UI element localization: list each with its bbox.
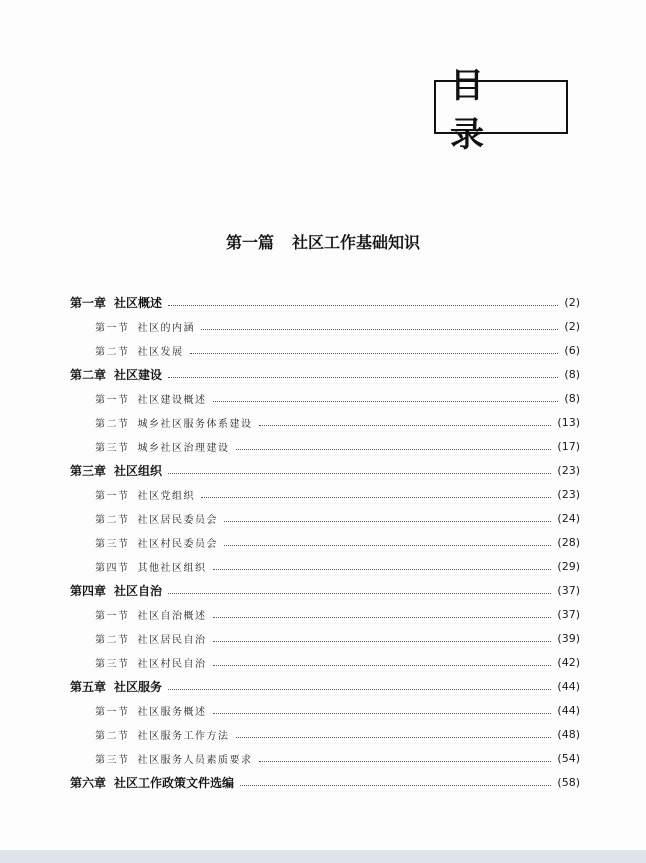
toc-section-row[interactable]: [70, 650, 580, 674]
toc-page-number: (17): [557, 439, 580, 453]
toc-section-row[interactable]: [70, 482, 580, 506]
toc-chapter-row[interactable]: [70, 578, 580, 602]
toc-section-row[interactable]: [70, 722, 580, 746]
toc-dot-leader: [240, 785, 551, 786]
toc-entry-number: 第三节: [95, 658, 130, 670]
toc-chapter-row[interactable]: [70, 362, 580, 386]
contents-title-box: [434, 66, 568, 155]
toc-entry-number: 第三节: [95, 754, 130, 766]
toc-entry-number: 第二节: [95, 346, 130, 358]
toc-entry-title: 社区服务概述: [137, 706, 207, 718]
toc-section-row[interactable]: [70, 410, 580, 434]
toc-entry-number: 第二章: [70, 367, 107, 382]
toc-dot-leader: [213, 401, 559, 402]
toc-entry-number: 第四章: [70, 583, 107, 598]
toc-entry-number: 第四节: [95, 562, 130, 574]
toc-page-number: (37): [557, 583, 580, 597]
toc-page-number: (58): [557, 775, 580, 789]
toc-entry-number: 第一节: [95, 490, 130, 502]
toc-section-row[interactable]: [70, 746, 580, 770]
toc-entry-title: 城乡社区服务体系建设: [137, 418, 253, 430]
toc-dot-leader: [213, 641, 552, 642]
toc-entry-number: 第六章: [70, 775, 107, 790]
toc-section-row[interactable]: [70, 602, 580, 626]
toc-entry-title: 社区服务: [114, 679, 163, 694]
toc-entry-number: 第一节: [95, 394, 130, 406]
toc-chapter-row[interactable]: [70, 458, 580, 482]
toc-entry-number: 第二节: [95, 418, 130, 430]
toc-dot-leader: [168, 305, 558, 306]
toc-entry-title: 社区建设概述: [137, 394, 207, 406]
toc-dot-leader: [190, 353, 559, 354]
toc-entry-title: 社区居民自治: [137, 634, 207, 646]
toc-dot-leader: [236, 737, 552, 738]
toc-page-number: (8): [564, 391, 580, 405]
toc-entry-title: 社区建设: [114, 367, 163, 382]
toc-dot-leader: [259, 761, 552, 762]
toc-entry-title: 城乡社区治理建设: [137, 442, 230, 454]
toc-page-number: (44): [557, 679, 580, 693]
toc-entry-title: 社区概述: [114, 295, 163, 310]
part-name: 社区工作基础知识: [292, 233, 421, 252]
toc-entry-title: 社区工作政策文件选编: [114, 775, 235, 790]
part-title: [0, 230, 646, 253]
toc-dot-leader: [236, 449, 552, 450]
toc-dot-leader: [213, 665, 552, 666]
toc-page-number: (39): [557, 631, 580, 645]
toc-page-number: (23): [557, 487, 580, 501]
toc-entry-number: 第一章: [70, 295, 107, 310]
toc-section-row[interactable]: [70, 314, 580, 338]
toc-page-number: (13): [557, 415, 580, 429]
toc-page-number: (2): [564, 319, 580, 333]
toc-entry-title: 社区村民委员会: [137, 538, 218, 550]
toc-entry-title: 社区村民自治: [137, 658, 207, 670]
toc-entry-number: 第二节: [95, 514, 130, 526]
toc-section-row[interactable]: [70, 506, 580, 530]
toc-dot-leader: [201, 329, 558, 330]
toc-entry-number: 第一节: [95, 706, 130, 718]
toc-dot-leader: [213, 713, 552, 714]
toc-dot-leader: [224, 545, 551, 546]
toc-entry-number: 第三章: [70, 463, 107, 478]
toc-entry-title: 社区发展: [137, 346, 184, 358]
toc-entry-title: 社区组织: [114, 463, 163, 478]
toc-page-number: (24): [557, 511, 580, 525]
part-label: 第一篇: [225, 233, 274, 252]
toc-dot-leader: [213, 617, 552, 618]
toc-entry-number: 第二节: [95, 634, 130, 646]
toc-entry-number: 第二节: [95, 730, 130, 742]
toc-dot-leader: [213, 569, 552, 570]
toc-dot-leader: [168, 689, 551, 690]
toc-section-row[interactable]: [70, 386, 580, 410]
toc-entry-title: 社区居民委员会: [137, 514, 218, 526]
toc-entry-number: 第三节: [95, 538, 130, 550]
toc-entry-number: 第三节: [95, 442, 130, 454]
toc-entry-title: 社区自治: [114, 583, 163, 598]
toc-chapter-row[interactable]: [70, 290, 580, 314]
viewer-bottom-strip: [0, 850, 646, 863]
toc-page-number: (8): [564, 367, 580, 381]
toc-page-number: (29): [557, 559, 580, 573]
toc-entry-number: 第一节: [95, 610, 130, 622]
toc-page-number: (2): [564, 295, 580, 309]
toc-section-row[interactable]: [70, 434, 580, 458]
toc-page-number: (23): [557, 463, 580, 477]
toc-page-number: (44): [557, 703, 580, 717]
toc-page-number: (37): [557, 607, 580, 621]
toc-entry-title: 社区服务人员素质要求: [137, 754, 253, 766]
toc-page-number: (6): [564, 343, 580, 357]
toc-entry-title: 社区的内涵: [137, 322, 195, 334]
toc-section-row[interactable]: [70, 554, 580, 578]
toc-entry-title: 社区党组织: [137, 490, 195, 502]
toc-page-number: (42): [557, 655, 580, 669]
toc-dot-leader: [168, 593, 551, 594]
contents-title: 目 录: [450, 66, 498, 155]
toc-dot-leader: [201, 497, 551, 498]
toc-dot-leader: [224, 521, 551, 522]
toc-entry-title: 社区服务工作方法: [137, 730, 230, 742]
toc-dot-leader: [259, 425, 552, 426]
toc-section-row[interactable]: [70, 626, 580, 650]
toc-entry-number: 第一节: [95, 322, 130, 334]
toc-dot-leader: [168, 473, 551, 474]
toc-section-row[interactable]: [70, 698, 580, 722]
toc-section-row[interactable]: [70, 338, 580, 362]
toc-page-number: (28): [557, 535, 580, 549]
toc-chapter-row[interactable]: [70, 770, 580, 794]
toc-entry-title: 社区自治概述: [137, 610, 207, 622]
toc-chapter-row[interactable]: [70, 674, 580, 698]
toc-page-number: (54): [557, 751, 580, 765]
table-of-contents: [70, 290, 580, 794]
toc-section-row[interactable]: [70, 530, 580, 554]
toc-page-number: (48): [557, 727, 580, 741]
toc-entry-number: 第五章: [70, 679, 107, 694]
toc-entry-title: 其他社区组织: [137, 562, 207, 574]
toc-dot-leader: [168, 377, 558, 378]
